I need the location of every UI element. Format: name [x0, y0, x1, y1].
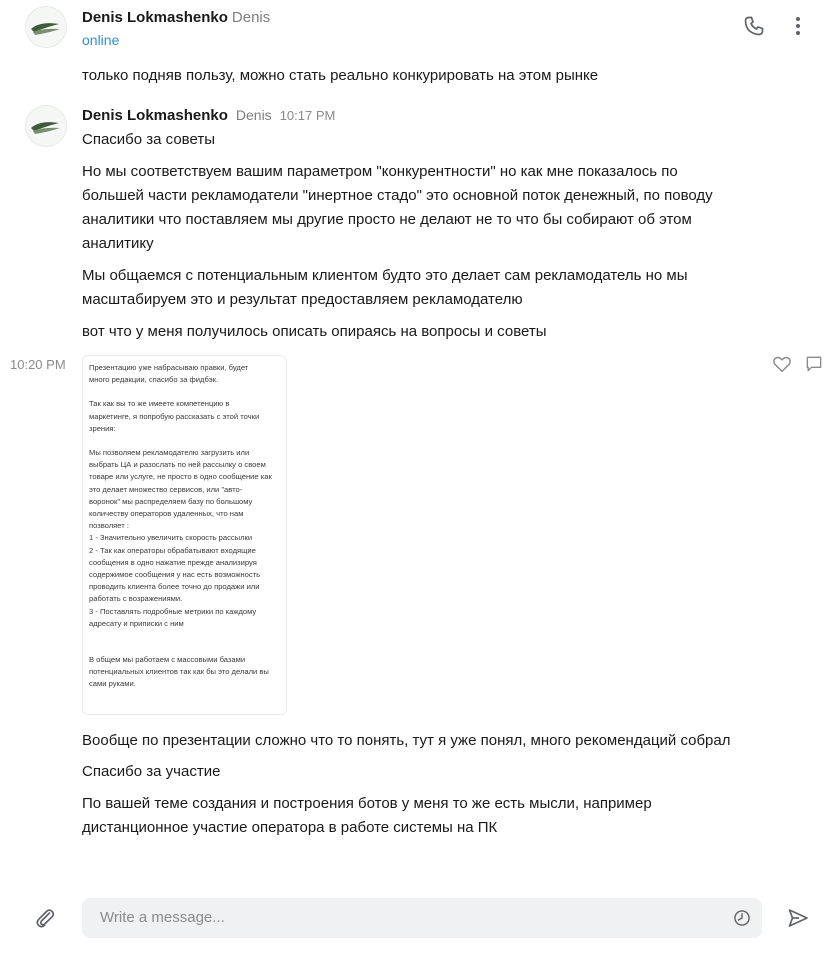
chat-header-title	[82, 9, 270, 27]
message-header	[82, 107, 335, 125]
message-composer[interactable]	[82, 898, 762, 938]
message-text: только подняв пользу, можно стать реально конкурировать на этом рынке	[82, 67, 599, 84]
attachment-paragraph: Мы позволяем рекламодателю загрузить или выбрать ЦА и разослать по ней рассылку о своем товаре или услуге, не просто в одно сообщение как это делает множество сервисов, или "авто- воронок" мы распределяем базу по большому количеству операторов удаленных, что нам позволяет : 1 - Значительно увеличить скорость рассылки 2 - Так как операторы обрабатывают входящие сообщения в одно нажатие прежде анализируя содержимое сообщения у нас есть возможность проводить клиента более точно до продажи или работать с возражениями. 3 - Поставлять подробные метрики по каждому адресату и приписки с ним	[89, 448, 272, 628]
comment-icon[interactable]	[804, 354, 824, 379]
message-text: вот что у меня получилось описать опираясь на вопросы и советы	[82, 323, 547, 340]
chat-avatar[interactable]	[25, 6, 67, 48]
sender-name: Denis Lokmashenko	[82, 107, 228, 124]
message-time: 10:17 PM	[279, 108, 336, 123]
sender-nickname: Denis	[235, 107, 272, 123]
message-input[interactable]	[98, 908, 702, 927]
attachment-paragraph: В общем мы работаем с массовыми базами потенциальных клиентов так как бы это делали вы сами руками.	[89, 655, 269, 689]
send-icon[interactable]	[786, 906, 810, 935]
paperclip-icon[interactable]	[33, 906, 57, 935]
message-text: По вашей теме создания и построения ботов у меня то же есть мысли, например дистанционное участие оператора в работе системы на ПК	[82, 795, 652, 836]
message-text: Мы общаемся с потенциальным клиентом будто это делает сам рекламодатель но мы масштабируем это и результат предоставляем рекламодателю	[82, 267, 688, 308]
more-vertical-icon[interactable]	[786, 14, 810, 43]
attachment-paragraph: Так как вы то же имеете компетенцию в маркетинге, я попробую рассказать с этой точки зрения:	[89, 399, 260, 433]
avatar-image	[26, 7, 66, 47]
contact-nickname: Denis	[231, 9, 271, 26]
image-attachment[interactable]	[82, 355, 287, 715]
contact-name: Denis Lokmashenko	[82, 9, 228, 26]
presence-status: online	[82, 32, 120, 48]
heart-icon[interactable]	[771, 353, 793, 380]
clock-icon[interactable]	[732, 908, 752, 933]
message-time: 10:20 PM	[10, 357, 66, 372]
attachment-paragraph: Презентацию уже набрасываю правки, будет много редакции, спасибо за фидбэк.	[89, 363, 249, 385]
message-text: Вообще по презентации сложно что то понять, тут я уже понял, много рекомендаций собрал	[82, 732, 731, 749]
message-text: Спасибо за участие	[82, 763, 221, 780]
message-text: Спасибо за советы	[82, 131, 215, 148]
avatar-image	[26, 106, 66, 146]
message-text: Но мы соответствуем вашим параметром "конкурентности" но как мне показалось по большей части рекламодатели "инертное стадо" это основной поток денежный, по поводу аналитики что поставляем мы другие просто не делают не то что бы собирают об этом аналитику	[82, 163, 713, 252]
phone-icon[interactable]	[742, 14, 766, 43]
sender-avatar[interactable]	[25, 105, 67, 147]
